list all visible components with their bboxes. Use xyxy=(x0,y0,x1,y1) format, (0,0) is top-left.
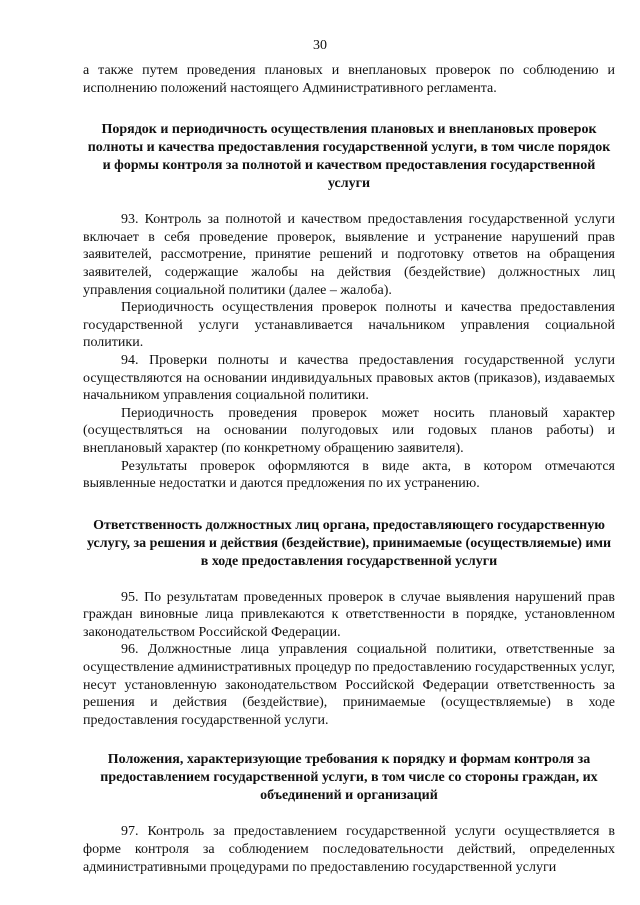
paragraph-planned-unplanned: Периодичность проведения проверок может носить плановый характер (осуществляться на основании полугодовых или годовых планов работы) и внеплановый характер (по конкретному обращению заявителя). xyxy=(83,405,615,456)
paragraph-94: 94. Проверки полноты и качества предоставления государственной услуги осуществляются на основании индивидуальных правовых актов (приказов), издаваемых начальником управления социальной политики. xyxy=(83,352,615,404)
paragraph-inspection-results: Результаты проверок оформляются в виде акта, в котором отмечаются выявленные недостатки и даются предложения по их устранению. xyxy=(83,458,615,492)
page-content xyxy=(83,62,615,876)
paragraph-95: 95. По результатам проведенных проверок в случае выявления нарушений прав граждан виновные лица привлекаются к ответственности в порядке, установленном законодательством Российской Федерации. xyxy=(83,589,615,640)
paragraph-96: 96. Должностные лица управления социальной политики, ответственные за осуществление административных процедур по предоставлению государственных услуг, несут установленную законодательством Российской Федерации ответственность за решения и действия (бездействие), принимаемые (осуществляемые) в ходе предоставления государственной услуги. xyxy=(83,642,615,728)
page-number: 30 xyxy=(313,38,327,53)
paragraph-97: 97. Контроль за предоставлением государственной услуги осуществляется в форме контроля за соблюдением последовательности действий, определенных административными процедурами по предоставлению государственной услуги xyxy=(83,824,615,875)
paragraph-93: 93. Контроль за полнотой и качеством предоставления государственной услуги включает в себя проведение проверок, выявление и устранение нарушений прав заявителей, рассмотрение, принятие решений и подготовку ответов на обращения заявителей, содержащие жалобы на действия (бездействие) должностных лиц управления социальной политики (далее – жалоба). xyxy=(83,212,615,298)
section-heading-responsibility: Ответственность должностных лиц органа, предоставляющего государственную услугу, за решения и действия (бездействие), принимаемые (осуществляемые) ими в ходе предоставления государственной услуги xyxy=(86,517,612,569)
paragraph-inspection-frequency: Периодичность осуществления проверок полноты и качества предоставления государственной услуги устанавливается начальником управления социальной политики. xyxy=(83,300,615,351)
section-heading-inspections: Порядок и периодичность осуществления плановых и внеплановых проверок полноты и качества предоставления государственной услуги, в том числе порядок и формы контроля за полнотой и качеством предоставления государственной услуги xyxy=(87,122,611,192)
section-heading-control-requirements: Положения, характеризующие требования к порядку и формам контроля за предоставлением государственной услуги, в том числе со стороны граждан, их объединений и организаций xyxy=(100,752,598,804)
intro-paragraph: а также путем проведения плановых и внеплановых проверок по соблюдению и исполнению положений настоящего Административного регламента. xyxy=(83,63,615,96)
